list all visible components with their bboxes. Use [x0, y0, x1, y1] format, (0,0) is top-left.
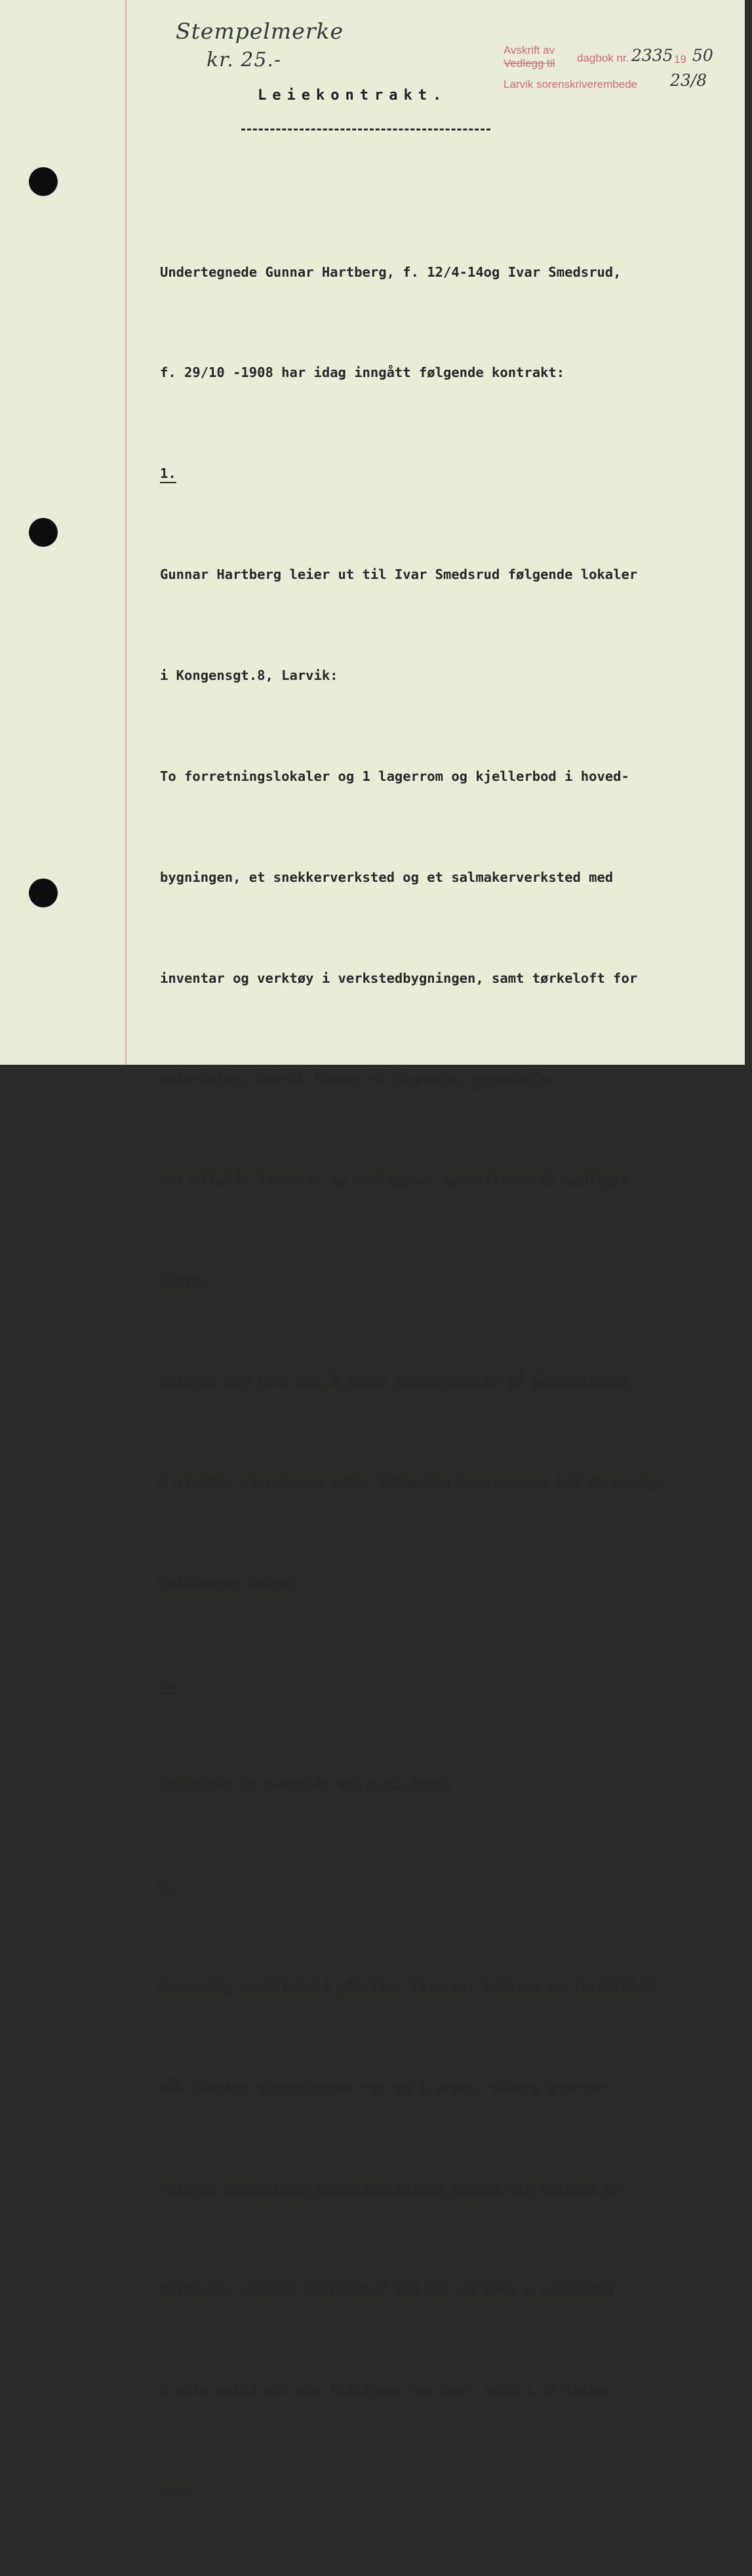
body-line: liste.: [160, 1273, 209, 1289]
body-line: i Kongensgt.8, Larvik:: [160, 667, 338, 684]
contract-body: [160, 188, 717, 2576]
body-line: inventar og verktøy i verkstedbygningen, samt tørkeloft for: [160, 970, 638, 986]
office-stamp-number: 2335: [631, 46, 673, 65]
section-number: 1.: [160, 466, 176, 482]
handwritten-stamp-note: Stempelmerke: [176, 18, 344, 44]
body-line: rom.: [160, 2484, 193, 2500]
section-number: 2.: [160, 1676, 176, 1693]
margin-line: [125, 0, 127, 1065]
body-line: Gunnar Hartberg leier ut til Ivar Smedsrud følgende lokaler: [160, 566, 638, 583]
body-line: bygningen, et snekkerverksted og et salmakerverksted med: [160, 869, 614, 885]
office-stamp-office: Larvik sorenskriverembede: [504, 78, 638, 90]
body-line: To forretningslokaler og 1 lagerrom og kjellerbod i hoved-: [160, 768, 629, 785]
punch-hole-middle: [29, 518, 58, 547]
office-stamp-date: 23/8: [670, 71, 707, 90]
office-stamp-line2: Vedlegg til: [504, 57, 555, 69]
handwritten-stamp-amount: kr. 25.-: [207, 49, 282, 71]
body-line: fortauet. Leieren forplikter seg til en gang i leietiden: [160, 2282, 614, 2298]
body-line: leieren utleierens forpliktelse med hensyn til renhold av: [160, 2181, 622, 2197]
body-line: å male solid alt som tidligere har vært malt i de leide: [160, 2383, 605, 2399]
body-line: Det utleide inventar og verktøy er spesifisert på vedlagte: [160, 1172, 629, 1188]
body-line: leieboeres behov.: [160, 1575, 298, 1592]
punch-hole-top: [29, 167, 58, 196]
body-line: Leieren har rett til å lagre trematerialer på gårdsplassen: [160, 1374, 629, 1390]
office-stamp-year-prefix: 19: [674, 53, 686, 66]
document-title: Leiekontrakt.: [258, 87, 448, 104]
body-line: Undertegnede Gunnar Hartberg, f. 12/4-14og Ivar Smedsrud,: [160, 264, 622, 280]
body-line: Leietiden er 5-fem-år fra 1/12-1949.: [160, 1777, 452, 1793]
body-line: til å holde gårdsplassen ren og i orden. Videre overtar: [160, 2080, 605, 2096]
body-line: f. 29/10 -1908 har idag inngått følgende kontrakt:: [160, 365, 565, 381]
section-number: 3.: [160, 1878, 176, 1894]
office-stamp-dagbok-label: dagbok nr.: [577, 52, 629, 64]
office-stamp-line1: Avskrift av: [504, 44, 555, 56]
title-underline: [241, 129, 490, 130]
office-stamp-year: 50: [692, 46, 713, 65]
body-line: i rimelig utsrekning under tilbørlig hensyntagen til de øvrige: [160, 1475, 662, 1491]
body-line: materialer. Hertil kommer to lagerrom og garasje.: [160, 1071, 557, 1087]
punch-hole-bottom: [29, 879, 58, 907]
body-line: Innvendig vedlikehold påhviler leieren. Leieren er forpliktet: [160, 1979, 654, 1995]
